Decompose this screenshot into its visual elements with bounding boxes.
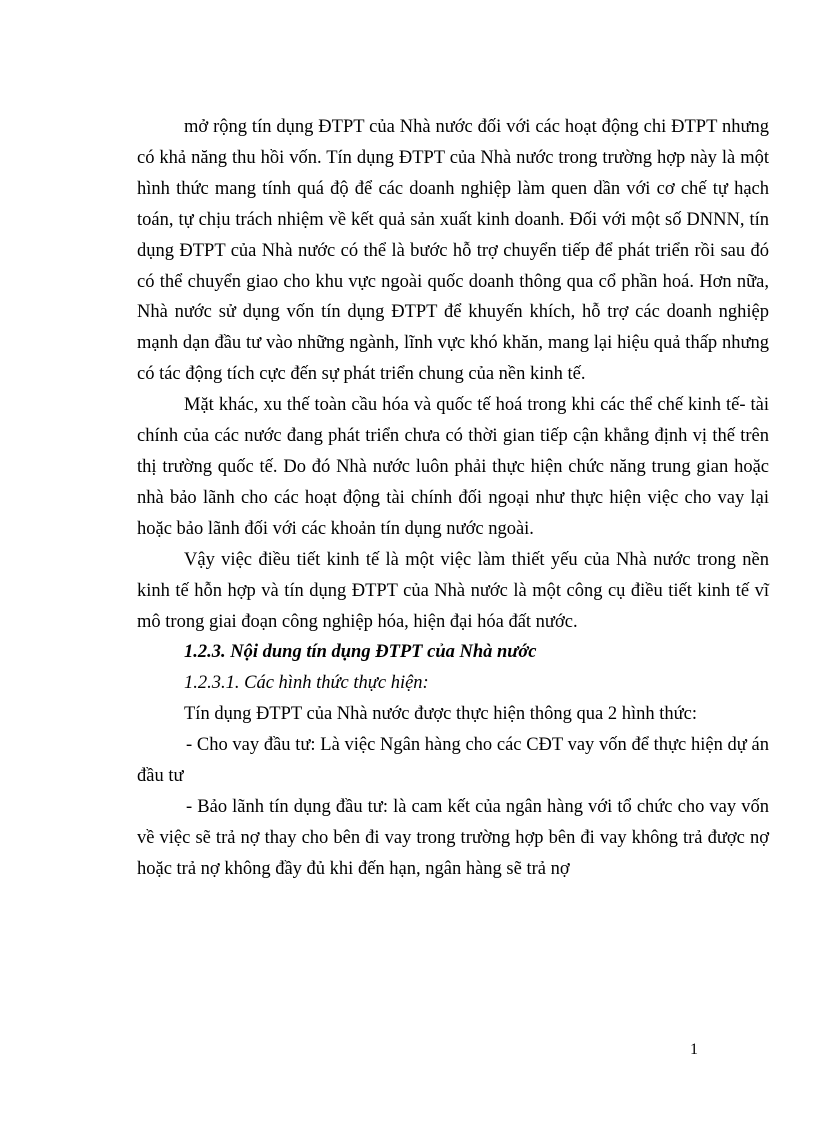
bullet-credit-guarantee: - Bảo lãnh tín dụng đầu tư: là cam kết của ngân hàng với tổ chức cho vay vốn về việc sẽ trả nợ thay cho bên đi vay trong trường hợp bên đi vay không trả được nợ hoặc trả nợ không đầy đủ khi đến hạn, ngân hàng sẽ trả nợ [137,796,769,879]
bullet-investment-loan: - Cho vay đầu tư: Là việc Ngân hàng cho các CĐT vay vốn để thực hiện dự án đầu tư [137,735,769,787]
paragraph-forms-intro: Tín dụng ĐTPT của Nhà nước được thực hiện thông qua 2 hình thức: [184,704,698,725]
page-number: 1 [690,1041,698,1058]
paragraph-globalization: Mặt khác, xu thế toàn cầu hóa và quốc tế hoá trong khi các thể chế kinh tế- tài chính của các nước đang phát triển chưa có thời gian tiếp cận khẳng định vị thế trên thị trường quốc tế. Do đó Nhà nước luôn phải thực hiện chức năng trung gian hoặc nhà bảo lãnh cho các hoạt động tài chính đối ngoại như thực hiện việc cho vay lại hoặc bảo lãnh đối với các khoản tín dụng nước ngoài. [137,395,769,539]
document-body [137,112,769,885]
subsection-heading: 1.2.3.1. Các hình thức thực hiện: [184,673,429,694]
paragraph-credit-role: mở rộng tín dụng ĐTPT của Nhà nước đối với các hoạt động chi ĐTPT nhưng có khả năng thu hồi vốn. Tín dụng ĐTPT của Nhà nước trong trường hợp này là một hình thức mang tính quá độ để các doanh nghiệp làm quen dần với cơ chế tự hạch toán, tự chịu trách nhiệm về kết quả sản xuất kinh doanh. Đối với một số DNNN, tín dụng ĐTPT của Nhà nước có thể là bước hỗ trợ chuyển tiếp để phát triển rồi sau đó có thể chuyển giao cho khu vực ngoài quốc doanh thông qua cổ phần hoá. Hơn nữa, Nhà nước sử dụng vốn tín dụng ĐTPT để khuyến khích, hỗ trợ các doanh nghiệp mạnh dạn đầu tư vào những ngành, lĩnh vực khó khăn, mang lại hiệu quả thấp nhưng có tác động tích cực đến sự phát triển chung của nền kinh tế. [137,117,769,385]
section-heading: 1.2.3. Nội dung tín dụng ĐTPT của Nhà nước [184,642,537,663]
paragraph-regulation-conclusion: Vậy việc điều tiết kinh tế là một việc làm thiết yếu của Nhà nước trong nền kinh tế hỗn hợp và tín dụng ĐTPT của Nhà nước là một công cụ điều tiết kinh tế vĩ mô trong giai đoạn công nghiệp hóa, hiện đại hóa đất nước. [137,549,769,632]
